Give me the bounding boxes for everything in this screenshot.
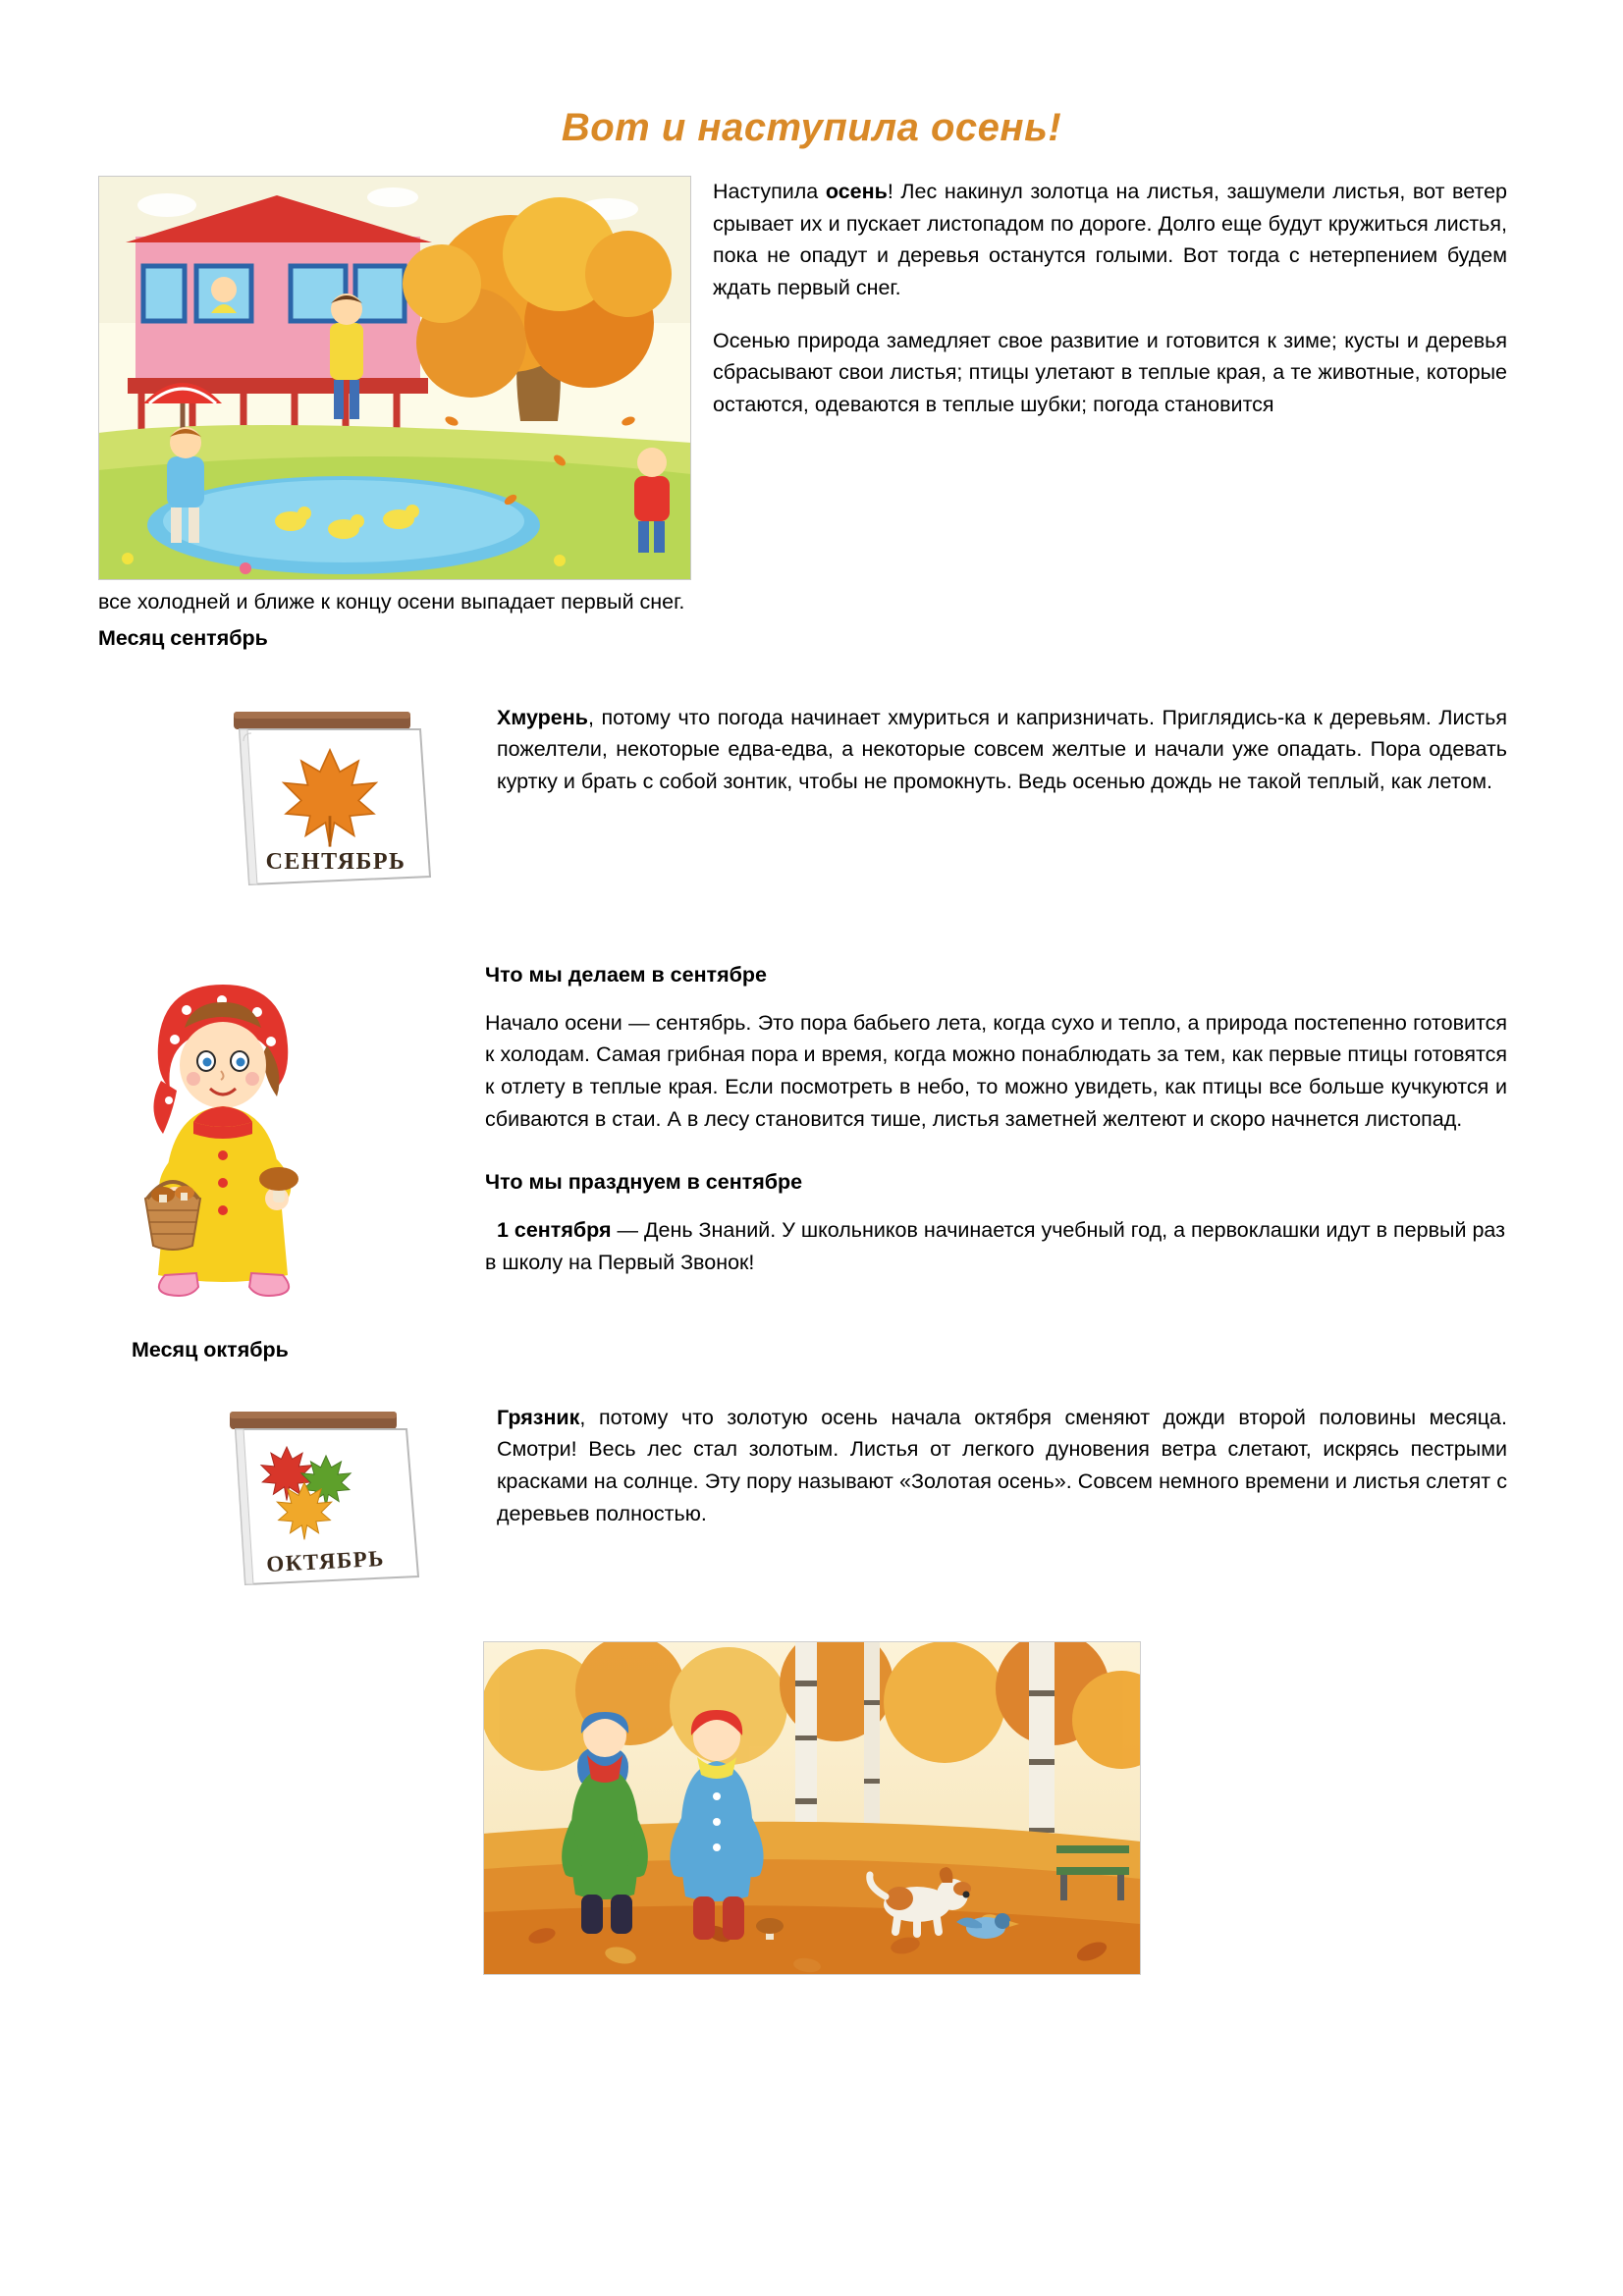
october-calendar-section <box>0 1402 1623 1598</box>
october-nickname-bold: Грязник <box>497 1405 580 1429</box>
intro-p1-bold: осень <box>825 180 888 203</box>
september-activities-paragraph: Начало осени — сентябрь. Это пора бабьего лета, когда сухо и тепло, а природа постепенно готовится к холодам. Самая грибная пора и время, когда можно понаблюдать за тем, как первые птицы готовятся к отлету в теплые края. Если посмотреть в небо, то можно увидеть, как птицы все больше кучкуются и сбиваются в стаи. А в лесу становится тише, листья заметней желтеют и скоро начнется листопад. <box>485 1010 1507 1131</box>
september-activities-text <box>361 963 1507 1279</box>
intro-paragraph-2-tail: все холодней и ближе к концу осени выпадает первый снег. <box>98 590 685 614</box>
bottom-image-wrapper <box>0 1641 1623 1975</box>
september-calendar-caption: СЕНТЯБРЬ <box>265 848 406 875</box>
autumn-kindergarten-image <box>98 176 691 580</box>
september-nickname-bold: Хмурень <box>497 705 588 729</box>
october-calendar-caption: ОКТЯБРЬ <box>265 1545 386 1576</box>
september-calendar-image <box>210 702 469 898</box>
september-holiday-paragraph <box>485 1214 1507 1278</box>
september-holiday-rest: — День Знаний. У школьников начинается учебный год, а первоклашки идут в первый раз в школу на Первый Звонок! <box>485 1218 1505 1275</box>
september-calendar-section <box>0 702 1623 898</box>
october-nickname-text <box>456 1402 1507 1530</box>
girl-with-basket-image <box>84 963 361 1297</box>
september-holiday-date: 1 сентября <box>496 1218 612 1243</box>
children-autumn-park-image <box>483 1641 1141 1975</box>
october-calendar-image <box>210 1402 456 1598</box>
month-label-september: Месяц сентябрь <box>98 625 268 650</box>
page-title: Вот и наступила осень! <box>561 106 1062 149</box>
month-label-october: Месяц октябрь <box>132 1337 289 1362</box>
september-nickname-text <box>469 702 1507 798</box>
september-activities-section <box>0 963 1623 1297</box>
intro-p1-lead: Наступила <box>713 180 826 203</box>
september-activities-heading: Что мы делаем в сентябре <box>485 962 768 987</box>
september-holidays-heading: Что мы празднуем в сентябре <box>485 1170 803 1195</box>
intro-section <box>0 176 1623 651</box>
september-nickname-rest: , потому что погода начинает хмуриться и капризничать. Приглядись-ка к деревьям. Листья пожелтели, некоторые едва-едва, а некоторые совсем желтые и начали уже опадать. Пора одевать куртку и брать с собой зонтик, чтобы не промокнуть. Ведь осенью дождь не такой теплый, как летом. <box>497 705 1507 794</box>
intro-p1-rest: ! Лес накинул золотца на листья, зашумели листья, вот ветер срывает их и пускает листопадом по дороге. Долго еще будут кружиться листья, пока не опадут и деревья останутся голыми. Вот тогда с нетерпением будем ждать первый снег. <box>713 180 1507 300</box>
october-nickname-rest: , потому что золотую осень начала октября сменяют дожди второй половины месяца. Смотри! Весь лес стал золотым. Листья от легкого дуновения ветра слетают, искрясь пестрыми красками на солнце. Эту пору называют «Золотая осень». Совсем немного времени и листья слетят с деревьев полностью. <box>497 1405 1507 1525</box>
intro-paragraph-2: Осенью природа замедляет свое развитие и готовится к зиме; кусты и деревья сбрасывают свои листья; птицы улетают в теплые края, а те животные, которые остаются, одеваются в теплые шубки; погода становится <box>713 328 1507 417</box>
